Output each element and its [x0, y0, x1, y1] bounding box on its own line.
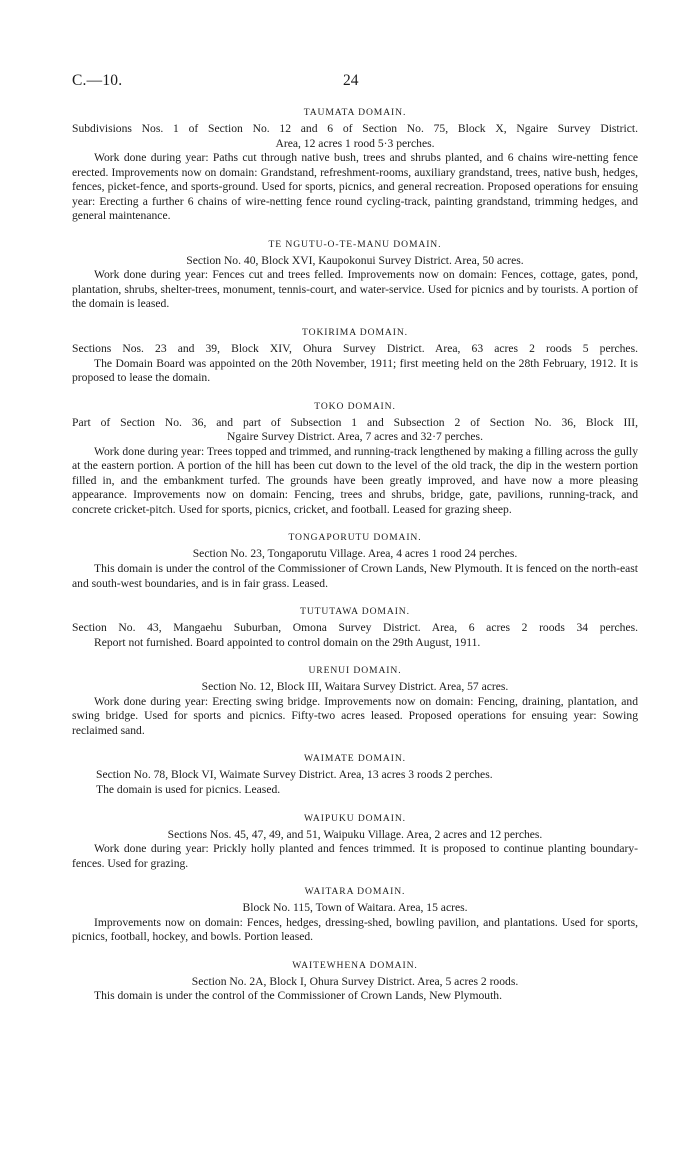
section-text: Work done during year: Prickly holly planted and fences trimmed. It is proposed to continue planting boundary-fences. Used for grazing. — [72, 842, 638, 870]
section-text: Improvements now on domain: Fences, hedges, dressing-shed, bowling pavilion, and plantations. Used for sports, picnics, football, hockey, and bowls. Portion leased. — [72, 915, 638, 944]
section-text: Work done during year: Fences cut and trees felled. Improvements now on domain: Fences, cottage, gates, pond, plantation, shrubs, shelter-trees, monument, tennis-court, and water-service. Used for picnics and by tourists. A portion of the domain is leased. — [72, 268, 638, 311]
section-tokirima — [72, 326, 638, 386]
section-taumata — [72, 106, 638, 224]
section-location: Subdivisions Nos. 1 of Section No. 12 and 6 of Section No. 75, Block X, Ngaire Survey District. — [72, 122, 638, 135]
section-waitara — [72, 885, 638, 945]
section-waipuku — [72, 812, 638, 872]
section-area: Ngaire Survey District. Area, 7 acres and 32·7 perches. — [227, 430, 483, 444]
section-title: WAITEWHENA DOMAIN. — [292, 959, 418, 971]
report-reference: C.—10. — [72, 72, 123, 89]
section-location: Block No. 115, Town of Waitara. Area, 15 acres. — [242, 901, 468, 915]
section-text: Report not furnished. Board appointed to control domain on the 29th August, 1911. — [94, 635, 481, 649]
section-title: TAUMATA DOMAIN. — [303, 107, 407, 118]
section-text: Work done during year: Paths cut through native bush, trees and shrubs planted, and 6 chains wire-netting fence erected. Improvements now on domain: Grandstand, refreshment-rooms, auxiliary grandstand, trees, native bush, hedges, fences, picket-fence, and sports-ground. Used for sports, picnics, and general recreation. Proposed operations for ensuing year: Erecting a further 6 chains of wire-netting fence round cycling-track, painting grandstand, trimming hedges, and general maintenance. — [72, 151, 638, 223]
section-text: Work done during year: Erecting swing bridge. Improvements now on domain: Fencing, draining, plantation, and swing bridge. Used for sports and picnics. Fifty-two acres leased. Proposed operations for ensuing year: Sowing reclaimed sand. — [72, 694, 638, 737]
section-title: TE NGUTU-O-TE-MANU DOMAIN. — [268, 238, 442, 250]
section-title: WAIPUKU DOMAIN. — [304, 812, 406, 824]
section-title: TUTUTAWA DOMAIN. — [300, 606, 410, 618]
section-area: Area, 12 acres 1 rood 5·3 perches. — [275, 136, 435, 150]
section-text: This domain is under the control of the Commissioner of Crown Lands, New Plymouth. — [94, 989, 502, 1003]
page-number: 24 — [343, 72, 359, 89]
section-te-ngutu-o-te-manu — [72, 238, 638, 312]
section-waitewhena — [72, 959, 638, 1004]
section-title: TOKO DOMAIN. — [314, 400, 396, 412]
section-toko — [72, 400, 638, 518]
section-text: The domain is used for picnics. Leased. — [96, 782, 281, 796]
section-text: The Domain Board was appointed on the 20th November, 1911; first meeting held on the 28th February, 1912. It is proposed to lease the domain. — [72, 356, 638, 385]
section-location: Section No. 2A, Block I, Ohura Survey District. Area, 5 acres 2 roods. — [191, 974, 519, 988]
section-location: Part of Section No. 36, and part of Subsection 1 and Subsection 2 of Section No. 36, Block III, — [72, 415, 638, 429]
section-title: URENUI DOMAIN. — [308, 665, 402, 677]
section-title: WAIMATE DOMAIN. — [304, 753, 406, 765]
section-location: Section No. 40, Block XVI, Kaupokonui Survey District. Area, 50 acres. — [186, 253, 524, 267]
section-urenui — [72, 664, 638, 738]
section-tongaporutu — [72, 531, 638, 591]
section-location: Sections Nos. 23 and 39, Block XIV, Ohura Survey District. Area, 63 acres 2 roods 5 perches. — [72, 342, 638, 356]
section-location: Section No. 12, Block III, Waitara Survey District. Area, 57 acres. — [201, 680, 509, 694]
section-location: Section No. 23, Tongaporutu Village. Area, 4 acres 1 rood 24 perches. — [192, 547, 518, 561]
section-location: Section No. 43, Mangaehu Suburban, Omona Survey District. Area, 6 acres 2 roods 34 perches. — [72, 621, 638, 635]
section-location: Section No. 78, Block VI, Waimate Survey District. Area, 13 acres 3 roods 2 perches. — [96, 768, 493, 782]
section-title: TOKIRIMA DOMAIN. — [302, 327, 408, 339]
section-title: TONGAPORUTU DOMAIN. — [288, 532, 422, 544]
section-text: Work done during year: Trees topped and trimmed, and running-track lengthened by making a filling across the gully at the eastern portion. A portion of the hill has been cut down to the level of the old track, the dip in the western portion filled in, and the embankment turfed. The grounds have been greatly improved, and have now a more pleasing appearance. Improvements now on domain: Fencing, trees and shrubs, bridge, gate, pavilions, running-track, and concrete cricket-pitch. Used for sports, picnics, cricket, and football. Leased for grazing sheep. — [72, 444, 638, 516]
section-location: Sections Nos. 45, 47, 49, and 51, Waipuku Village. Area, 2 acres and 12 perches. — [167, 827, 543, 841]
section-waimate — [72, 752, 638, 797]
page-body — [72, 106, 638, 1015]
section-tututawa — [72, 605, 638, 650]
section-title: WAITARA DOMAIN. — [304, 886, 406, 898]
section-text: This domain is under the control of the Commissioner of Crown Lands, New Plymouth. It is fenced on the north-east and south-west boundaries, and is in fair grass. Leased. — [72, 562, 638, 590]
